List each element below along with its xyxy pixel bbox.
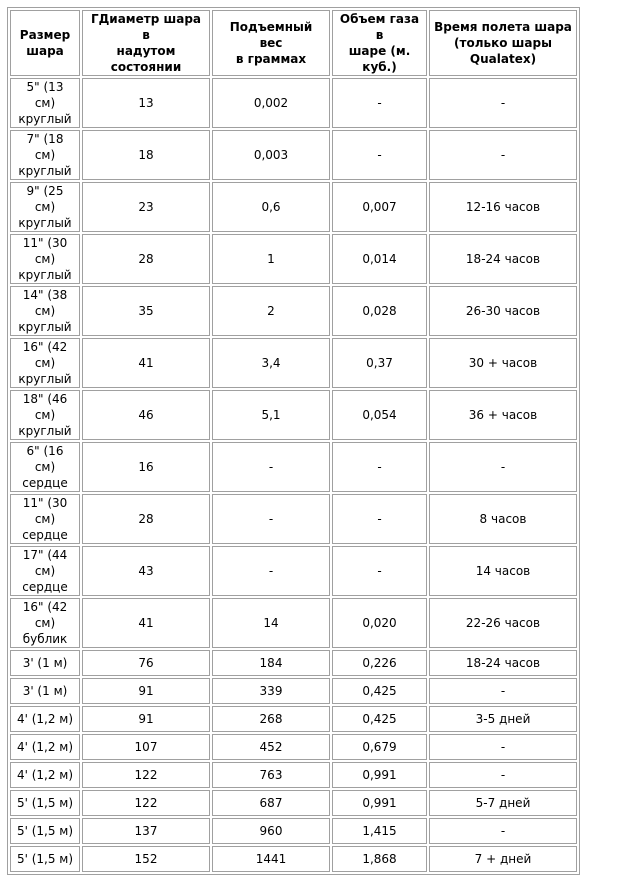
cell-flight-time: 14 часов [429, 546, 577, 596]
cell-size: 5" (13 см) круглый [10, 78, 80, 128]
cell-flight-time: 18-24 часов [429, 650, 577, 676]
cell-diameter: 43 [82, 546, 210, 596]
cell-flight-time: 22-26 часов [429, 598, 577, 648]
cell-size: 5' (1,5 м) [10, 790, 80, 816]
cell-lift-weight: 5,1 [212, 390, 330, 440]
cell-diameter: 35 [82, 286, 210, 336]
cell-flight-time: 36 + часов [429, 390, 577, 440]
cell-diameter: 13 [82, 78, 210, 128]
cell-lift-weight: 184 [212, 650, 330, 676]
cell-lift-weight: 1441 [212, 846, 330, 872]
cell-size: 4' (1,2 м) [10, 762, 80, 788]
cell-size: 6" (16 см) сердце [10, 442, 80, 492]
cell-lift-weight: 0,002 [212, 78, 330, 128]
cell-lift-weight: 2 [212, 286, 330, 336]
cell-diameter: 18 [82, 130, 210, 180]
table-row [10, 678, 577, 704]
table-row [10, 286, 577, 336]
table-row [10, 818, 577, 844]
cell-diameter: 76 [82, 650, 210, 676]
cell-size: 5' (1,5 м) [10, 846, 80, 872]
cell-diameter: 91 [82, 678, 210, 704]
cell-size: 9" (25 см) круглый [10, 182, 80, 232]
cell-size: 4' (1,2 м) [10, 706, 80, 732]
cell-diameter: 28 [82, 494, 210, 544]
table-row [10, 234, 577, 284]
cell-lift-weight: 960 [212, 818, 330, 844]
cell-size: 11" (30 см) сердце [10, 494, 80, 544]
cell-lift-weight: - [212, 546, 330, 596]
table-row [10, 790, 577, 816]
cell-size: 7" (18 см) круглый [10, 130, 80, 180]
cell-diameter: 122 [82, 762, 210, 788]
table-row [10, 130, 577, 180]
cell-size: 3' (1 м) [10, 678, 80, 704]
cell-lift-weight: - [212, 442, 330, 492]
table-row [10, 494, 577, 544]
cell-gas-volume: 0,020 [332, 598, 427, 648]
cell-size: 16" (42 см) круглый [10, 338, 80, 388]
cell-lift-weight: 14 [212, 598, 330, 648]
cell-lift-weight: 687 [212, 790, 330, 816]
cell-flight-time: 3-5 дней [429, 706, 577, 732]
cell-gas-volume: 0,425 [332, 678, 427, 704]
table-row [10, 762, 577, 788]
cell-size: 14" (38 см) круглый [10, 286, 80, 336]
cell-gas-volume: 0,028 [332, 286, 427, 336]
table-row [10, 338, 577, 388]
cell-gas-volume: 1,868 [332, 846, 427, 872]
cell-gas-volume: 0,991 [332, 790, 427, 816]
table-row [10, 734, 577, 760]
cell-flight-time: 18-24 часов [429, 234, 577, 284]
cell-flight-time: 8 часов [429, 494, 577, 544]
cell-gas-volume: 0,007 [332, 182, 427, 232]
cell-size: 17" (44 см) сердце [10, 546, 80, 596]
cell-diameter: 28 [82, 234, 210, 284]
cell-diameter: 137 [82, 818, 210, 844]
cell-lift-weight: 339 [212, 678, 330, 704]
cell-flight-time: - [429, 678, 577, 704]
table-row [10, 390, 577, 440]
cell-size: 18" (46 см) круглый [10, 390, 80, 440]
header-diameter: ГДиаметр шара в надутом состоянии [82, 10, 210, 76]
cell-lift-weight: 0,6 [212, 182, 330, 232]
cell-gas-volume: - [332, 546, 427, 596]
cell-lift-weight: 3,4 [212, 338, 330, 388]
cell-size: 4' (1,2 м) [10, 734, 80, 760]
cell-flight-time: 30 + часов [429, 338, 577, 388]
header-lift-weight: Подъемный вес в граммах [212, 10, 330, 76]
cell-lift-weight: 0,003 [212, 130, 330, 180]
cell-diameter: 122 [82, 790, 210, 816]
cell-size: 3' (1 м) [10, 650, 80, 676]
cell-size: 11" (30 см) круглый [10, 234, 80, 284]
table-row [10, 78, 577, 128]
cell-diameter: 91 [82, 706, 210, 732]
cell-diameter: 41 [82, 598, 210, 648]
cell-gas-volume: 0,054 [332, 390, 427, 440]
cell-gas-volume: 0,425 [332, 706, 427, 732]
cell-flight-time: - [429, 734, 577, 760]
cell-flight-time: 12-16 часов [429, 182, 577, 232]
cell-lift-weight: 763 [212, 762, 330, 788]
cell-flight-time: - [429, 130, 577, 180]
cell-flight-time: - [429, 78, 577, 128]
cell-diameter: 46 [82, 390, 210, 440]
cell-gas-volume: - [332, 78, 427, 128]
cell-gas-volume: 0,991 [332, 762, 427, 788]
cell-flight-time: 5-7 дней [429, 790, 577, 816]
cell-lift-weight: - [212, 494, 330, 544]
balloon-specs-table [7, 7, 580, 875]
cell-lift-weight: 452 [212, 734, 330, 760]
header-size: Размер шара [10, 10, 80, 76]
cell-diameter: 152 [82, 846, 210, 872]
cell-diameter: 107 [82, 734, 210, 760]
cell-gas-volume: 0,014 [332, 234, 427, 284]
header-row [10, 10, 577, 76]
table-row [10, 846, 577, 872]
cell-size: 16" (42 см) бублик [10, 598, 80, 648]
cell-flight-time: - [429, 818, 577, 844]
cell-gas-volume: 1,415 [332, 818, 427, 844]
cell-gas-volume: 0,226 [332, 650, 427, 676]
header-gas-volume: Объем газа в шаре (м. куб.) [332, 10, 427, 76]
table-row [10, 442, 577, 492]
cell-diameter: 23 [82, 182, 210, 232]
table-row [10, 650, 577, 676]
cell-lift-weight: 1 [212, 234, 330, 284]
header-flight-time: Время полета шара (только шары Qualatex) [429, 10, 577, 76]
cell-flight-time: 26-30 часов [429, 286, 577, 336]
cell-size: 5' (1,5 м) [10, 818, 80, 844]
cell-flight-time: - [429, 762, 577, 788]
cell-diameter: 41 [82, 338, 210, 388]
table-row [10, 598, 577, 648]
cell-flight-time: 7 + дней [429, 846, 577, 872]
cell-gas-volume: - [332, 130, 427, 180]
table-row [10, 182, 577, 232]
cell-gas-volume: 0,679 [332, 734, 427, 760]
cell-diameter: 16 [82, 442, 210, 492]
cell-gas-volume: - [332, 494, 427, 544]
cell-lift-weight: 268 [212, 706, 330, 732]
cell-gas-volume: 0,37 [332, 338, 427, 388]
cell-flight-time: - [429, 442, 577, 492]
cell-gas-volume: - [332, 442, 427, 492]
table-row [10, 706, 577, 732]
table-row [10, 546, 577, 596]
balloon-table-container [7, 7, 580, 875]
